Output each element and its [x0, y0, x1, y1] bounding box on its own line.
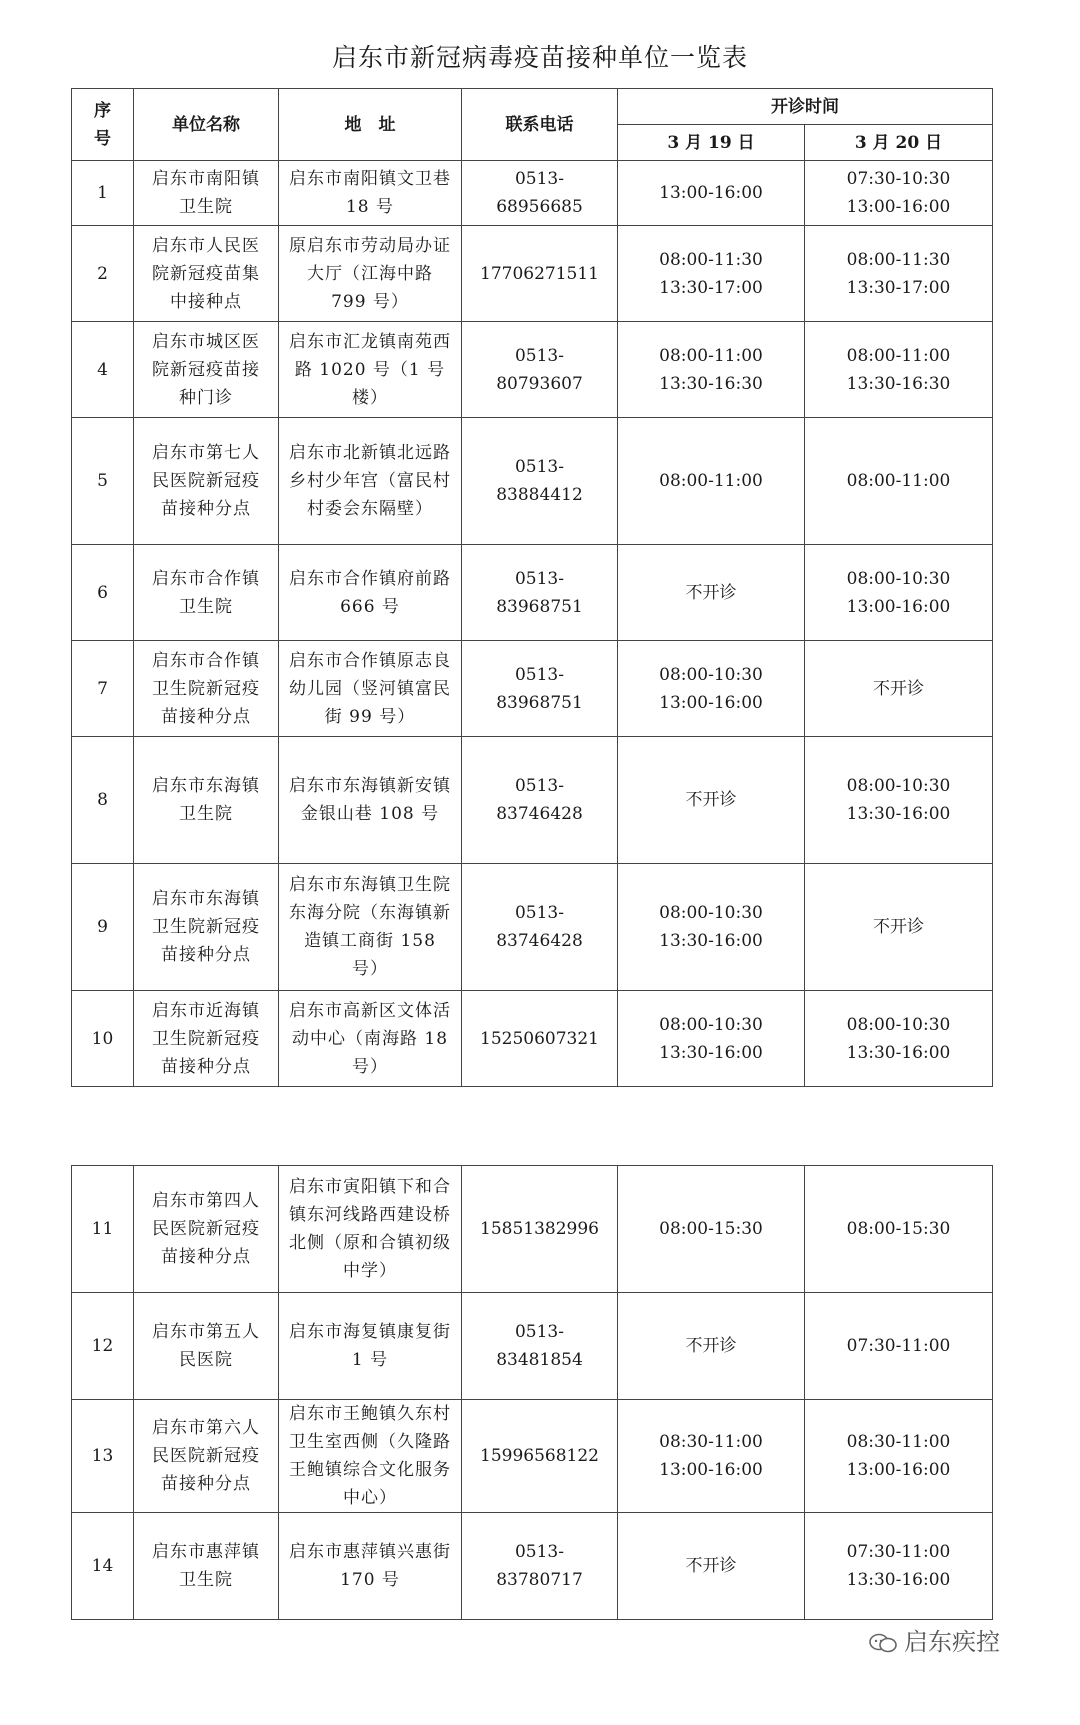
cell-day1-hours: 08:00-11:00 13:30-16:30: [618, 322, 805, 418]
header-day2: 3 月 20 日: [805, 125, 993, 161]
cell-day2-hours: 08:30-11:00 13:00-16:00: [805, 1400, 993, 1513]
table-row: [72, 161, 993, 226]
cell-no: 14: [72, 1513, 134, 1620]
cell-day2-hours: 08:00-11:00: [805, 418, 993, 545]
cell-address: 启东市寅阳镇下和合镇东河线路西建设桥北侧（原和合镇初级中学）: [279, 1166, 462, 1293]
cell-address: 启东市东海镇卫生院东海分院（东海镇新造镇工商街 158 号）: [279, 864, 462, 991]
cell-phone: 0513-83746428: [462, 737, 618, 864]
cell-address: 启东市合作镇府前路 666 号: [279, 545, 462, 641]
schedule-table-continued: [71, 1165, 993, 1620]
cell-phone: 0513-83746428: [462, 864, 618, 991]
cell-day1-hours: 08:00-10:30 13:00-16:00: [618, 641, 805, 737]
table-row: [72, 737, 993, 864]
cell-day1-hours: 08:00-10:30 13:30-16:00: [618, 864, 805, 991]
cell-day2-hours: 不开诊: [805, 641, 993, 737]
cell-no: 2: [72, 226, 134, 322]
cell-phone: 17706271511: [462, 226, 618, 322]
header-address: 地 址: [279, 89, 462, 161]
cell-day1-hours: 08:00-11:00: [618, 418, 805, 545]
cell-day2-hours: 07:30-11:00 13:30-16:00: [805, 1513, 993, 1620]
cell-no: 5: [72, 418, 134, 545]
cell-day2-hours: 不开诊: [805, 864, 993, 991]
cell-no: 4: [72, 322, 134, 418]
cell-phone: 15996568122: [462, 1400, 618, 1513]
cell-address: 启东市高新区文体活动中心（南海路 18 号）: [279, 991, 462, 1087]
table-row: [72, 1400, 993, 1513]
cell-phone: 0513-83481854: [462, 1293, 618, 1400]
cell-no: 11: [72, 1166, 134, 1293]
table-row: [72, 1293, 993, 1400]
cell-day1-hours: 08:00-15:30: [618, 1166, 805, 1293]
cell-day2-hours: 08:00-10:30 13:30-16:00: [805, 991, 993, 1087]
header-phone: 联系电话: [462, 89, 618, 161]
table-row: [72, 991, 993, 1087]
cell-day2-hours: 07:30-10:30 13:00-16:00: [805, 161, 993, 226]
page-title: 启东市新冠病毒疫苗接种单位一览表: [331, 43, 748, 72]
cell-address: 启东市海复镇康复街 1 号: [279, 1293, 462, 1400]
cell-no: 1: [72, 161, 134, 226]
table-row: [72, 226, 993, 322]
table-row: [72, 418, 993, 545]
cell-unit-name: 启东市城区医院新冠疫苗接种门诊: [134, 322, 279, 418]
cell-no: 13: [72, 1400, 134, 1513]
cell-phone: 0513-83968751: [462, 641, 618, 737]
cell-unit-name: 启东市合作镇卫生院: [134, 545, 279, 641]
cell-day1-hours: 13:00-16:00: [618, 161, 805, 226]
cell-unit-name: 启东市惠萍镇卫生院: [134, 1513, 279, 1620]
cell-day1-hours: 不开诊: [618, 1293, 805, 1400]
cell-day1-hours: 不开诊: [618, 1513, 805, 1620]
cell-address: 启东市东海镇新安镇金银山巷 108 号: [279, 737, 462, 864]
header-day1: 3 月 19 日: [618, 125, 805, 161]
cell-address: 原启东市劳动局办证大厅（江海中路 799 号）: [279, 226, 462, 322]
cell-address: 启东市合作镇原志良幼儿园（竖河镇富民街 99 号）: [279, 641, 462, 737]
cell-day2-hours: 08:00-10:30 13:00-16:00: [805, 545, 993, 641]
cell-unit-name: 启东市第六人民医院新冠疫苗接种分点: [134, 1400, 279, 1513]
cell-unit-name: 启东市东海镇卫生院新冠疫苗接种分点: [134, 864, 279, 991]
schedule-table: [71, 88, 993, 1087]
table-row: [72, 1513, 993, 1620]
cell-phone: 0513-83780717: [462, 1513, 618, 1620]
cell-no: 8: [72, 737, 134, 864]
cell-phone: 0513-83968751: [462, 545, 618, 641]
cell-unit-name: 启东市东海镇卫生院: [134, 737, 279, 864]
cell-day1-hours: 不开诊: [618, 737, 805, 864]
table-row: [72, 864, 993, 991]
cell-phone: 0513-83884412: [462, 418, 618, 545]
header-name: 单位名称: [134, 89, 279, 161]
cell-no: 12: [72, 1293, 134, 1400]
table-row: [72, 545, 993, 641]
cell-day1-hours: 不开诊: [618, 545, 805, 641]
table-row: [72, 322, 993, 418]
cell-address: 启东市汇龙镇南苑西路 1020 号（1 号楼）: [279, 322, 462, 418]
watermark: [868, 1622, 1000, 1657]
table-row: [72, 1166, 993, 1293]
header-no: 序号: [72, 89, 134, 161]
cell-address: 启东市王鲍镇久东村卫生室西侧（久隆路王鲍镇综合文化服务中心）: [279, 1400, 462, 1513]
cell-day2-hours: 08:00-10:30 13:30-16:00: [805, 737, 993, 864]
watermark-text: 启东疾控: [904, 1628, 1000, 1656]
cell-unit-name: 启东市近海镇卫生院新冠疫苗接种分点: [134, 991, 279, 1087]
cell-no: 9: [72, 864, 134, 991]
cell-day1-hours: 08:30-11:00 13:00-16:00: [618, 1400, 805, 1513]
cell-phone: 0513-68956685: [462, 161, 618, 226]
cell-day2-hours: 08:00-15:30: [805, 1166, 993, 1293]
cell-no: 6: [72, 545, 134, 641]
cell-day1-hours: 08:00-11:30 13:30-17:00: [618, 226, 805, 322]
cell-unit-name: 启东市第四人民医院新冠疫苗接种分点: [134, 1166, 279, 1293]
cell-address: 启东市南阳镇文卫巷 18 号: [279, 161, 462, 226]
header-hours: 开诊时间: [618, 89, 993, 125]
cell-unit-name: 启东市南阳镇卫生院: [134, 161, 279, 226]
table-row: [72, 641, 993, 737]
cell-unit-name: 启东市第七人民医院新冠疫苗接种分点: [134, 418, 279, 545]
cell-phone: 15851382996: [462, 1166, 618, 1293]
cell-unit-name: 启东市第五人民医院: [134, 1293, 279, 1400]
cell-phone: 0513-80793607: [462, 322, 618, 418]
cell-day2-hours: 08:00-11:00 13:30-16:30: [805, 322, 993, 418]
cell-day2-hours: 08:00-11:30 13:30-17:00: [805, 226, 993, 322]
cell-unit-name: 启东市合作镇卫生院新冠疫苗接种分点: [134, 641, 279, 737]
cell-unit-name: 启东市人民医院新冠疫苗集中接种点: [134, 226, 279, 322]
cell-day2-hours: 07:30-11:00: [805, 1293, 993, 1400]
cell-no: 10: [72, 991, 134, 1087]
cell-phone: 15250607321: [462, 991, 618, 1087]
chat-bubble-icon: [868, 1632, 898, 1654]
cell-address: 启东市北新镇北远路乡村少年宫（富民村村委会东隔壁）: [279, 418, 462, 545]
cell-day1-hours: 08:00-10:30 13:30-16:00: [618, 991, 805, 1087]
cell-address: 启东市惠萍镇兴惠街 170 号: [279, 1513, 462, 1620]
cell-no: 7: [72, 641, 134, 737]
